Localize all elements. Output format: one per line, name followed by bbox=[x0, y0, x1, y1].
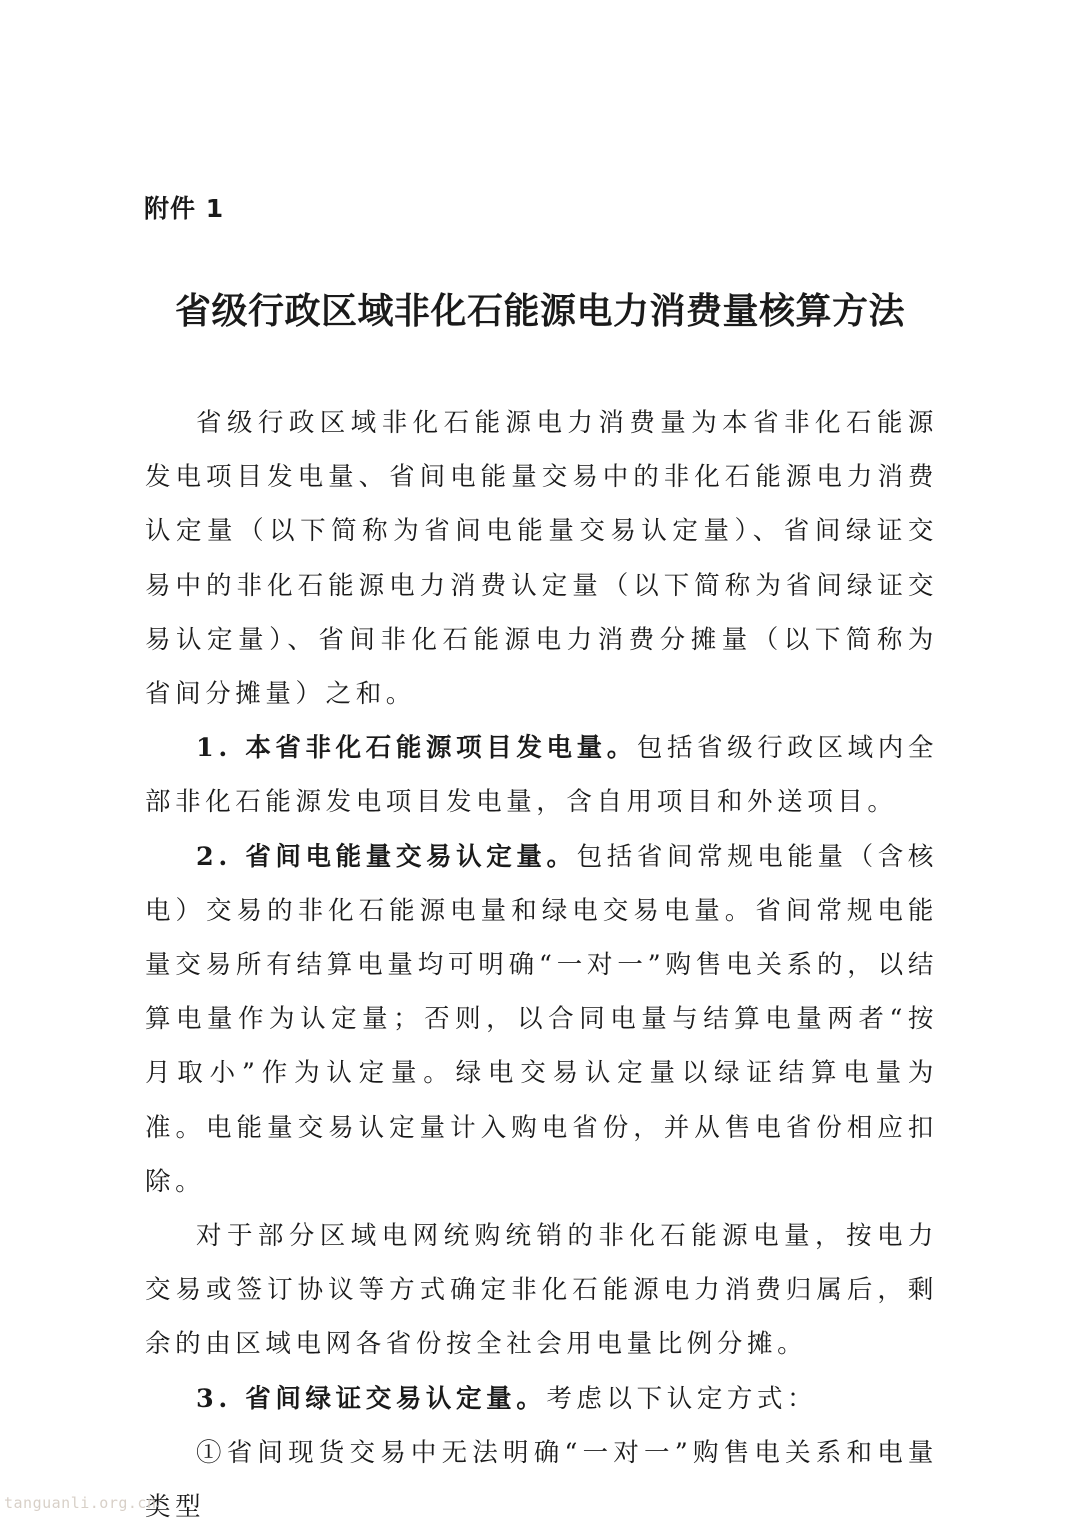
paragraph-intro bbox=[145, 396, 938, 721]
paragraph-text: 包括省级行政区域内全部非化石能源发电项目发电量，含自用项目和外送项目。 bbox=[145, 733, 938, 818]
paragraph-text: ①省间现货交易中无法明确“一对一”购售电关系和电量类型 bbox=[145, 1437, 938, 1523]
paragraph-text: 对于部分区域电网统购统销的非化石能源电量，按电力交易或签订协议等方式确定非化石能源电力消费归属后，剩余的由区域电网各省份按全社会用电量比例分摊。 bbox=[145, 1221, 938, 1360]
document-body bbox=[145, 396, 938, 1534]
paragraph-lead: 3. 省间绿证交易认定量。 bbox=[196, 1383, 547, 1414]
paragraph-text: 包括省间常规电能量（含核电）交易的非化石能源电量和绿电交易电量。省间常规电能量交易所有结算电量均可明确“一对一”购售电关系的，以结算电量作为认定量；否则，以合同电量与结算电量两者“按月取小”作为认定量。绿电交易认定量以绿证结算电量为准。电能量交易认定量计入购电省份，并从售电省份相应扣除。 bbox=[145, 841, 938, 1197]
paragraph-lead: 1. 本省非化石能源项目发电量。 bbox=[196, 733, 637, 764]
paragraph-item-1 bbox=[145, 721, 938, 829]
paragraph-text: 考虑以下认定方式： bbox=[546, 1383, 818, 1414]
paragraph-item-2-note bbox=[145, 1209, 938, 1372]
paragraph-text: 省级行政区域非化石能源电力消费量为本省非化石能源发电项目发电量、省间电能量交易中的非化石能源电力消费认定量（以下简称为省间电能量交易认定量）、省间绿证交易中的非化石能源电力消费认定量（以下简称为省间绿证交易认定量）、省间非化石能源电力消费分摊量（以下简称为省间分摊量）之和。 bbox=[145, 408, 938, 710]
paragraph-item-2 bbox=[145, 830, 938, 1209]
paragraph-lead: 2. 省间电能量交易认定量。 bbox=[196, 841, 577, 872]
paragraph-item-3 bbox=[145, 1372, 938, 1426]
document-title: 省级行政区域非化石能源电力消费量核算方法 bbox=[174, 291, 905, 332]
watermark: tanguanli.org.cn bbox=[4, 1494, 157, 1512]
attachment-label: 附件 1 bbox=[144, 194, 225, 223]
paragraph-item-3-method-1 bbox=[145, 1426, 938, 1534]
